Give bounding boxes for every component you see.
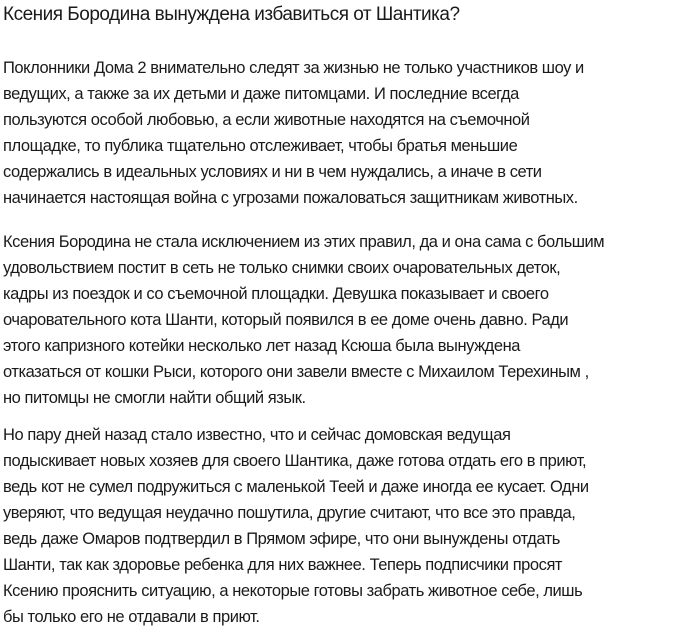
text-line: ведь даже Омаров подтвердил в Прямом эфире, что они вынуждены отдать: [3, 530, 560, 548]
text-line: бы только его не отдавали в приют.: [3, 608, 260, 626]
text-line: уверяют, что ведущая неудачно пошутила, другие считают, что все это правда,: [3, 504, 576, 522]
paragraph-3: [3, 422, 589, 630]
text-line: Ксения Бородина не стала исключением из этих правил, да и она сама с большим: [3, 233, 605, 251]
text-line: Но пару дней назад стало известно, что и сейчас домовская ведущая: [3, 426, 511, 444]
text-line: содержались в идеальных условиях и ни в чем нуждались, а иначе в сети: [3, 163, 542, 181]
text-line: этого капризного котейки несколько лет назад Ксюша была вынуждена: [3, 337, 520, 355]
text-line: но питомцы не смогли найти общий язык.: [3, 389, 306, 407]
text-line: Ксению прояснить ситуацию, а некоторые готовы забрать животное себе, лишь: [3, 582, 583, 600]
text-line: Поклонники Дома 2 внимательно следят за жизнью не только участников шоу и: [3, 59, 584, 77]
article-title: Ксения Бородина вынуждена избавиться от Шантика?: [3, 4, 460, 25]
text-line: ведь кот не сумел подружиться с маленькой Теей и даже иногда ее кусает. Одни: [3, 478, 589, 496]
paragraph-2: [3, 229, 604, 411]
paragraph-1: [3, 55, 584, 211]
text-line: пользуются особой любовью, а если животные находятся на съемочной: [3, 111, 530, 129]
text-line: начинается настоящая война с угрозами пожаловаться защитникам животных.: [3, 189, 578, 207]
text-line: подыскивает новых хозяев для своего Шантика, даже готова отдать его в приют,: [3, 452, 587, 470]
text-line: кадры из поездок и со съемочной площадки. Девушка показывает и своего: [3, 285, 549, 303]
text-line: отказаться от кошки Рыси, которого они завели вместе с Михаилом Терехиным ,: [3, 363, 589, 381]
text-line: ведущих, а также за их детьми и даже питомцами. И последние всегда: [3, 85, 519, 103]
text-line: очаровательного кота Шанти, который появился в ее доме очень давно. Ради: [3, 311, 569, 329]
text-line: площадке, то публика тщательно отслеживает, чтобы братья меньшие: [3, 137, 518, 155]
text-line: Шанти, так как здоровье ребенка для них важнее. Теперь подписчики просят: [3, 556, 563, 574]
text-line: удовольствием постит в сеть не только снимки своих очаровательных деток,: [3, 259, 561, 277]
